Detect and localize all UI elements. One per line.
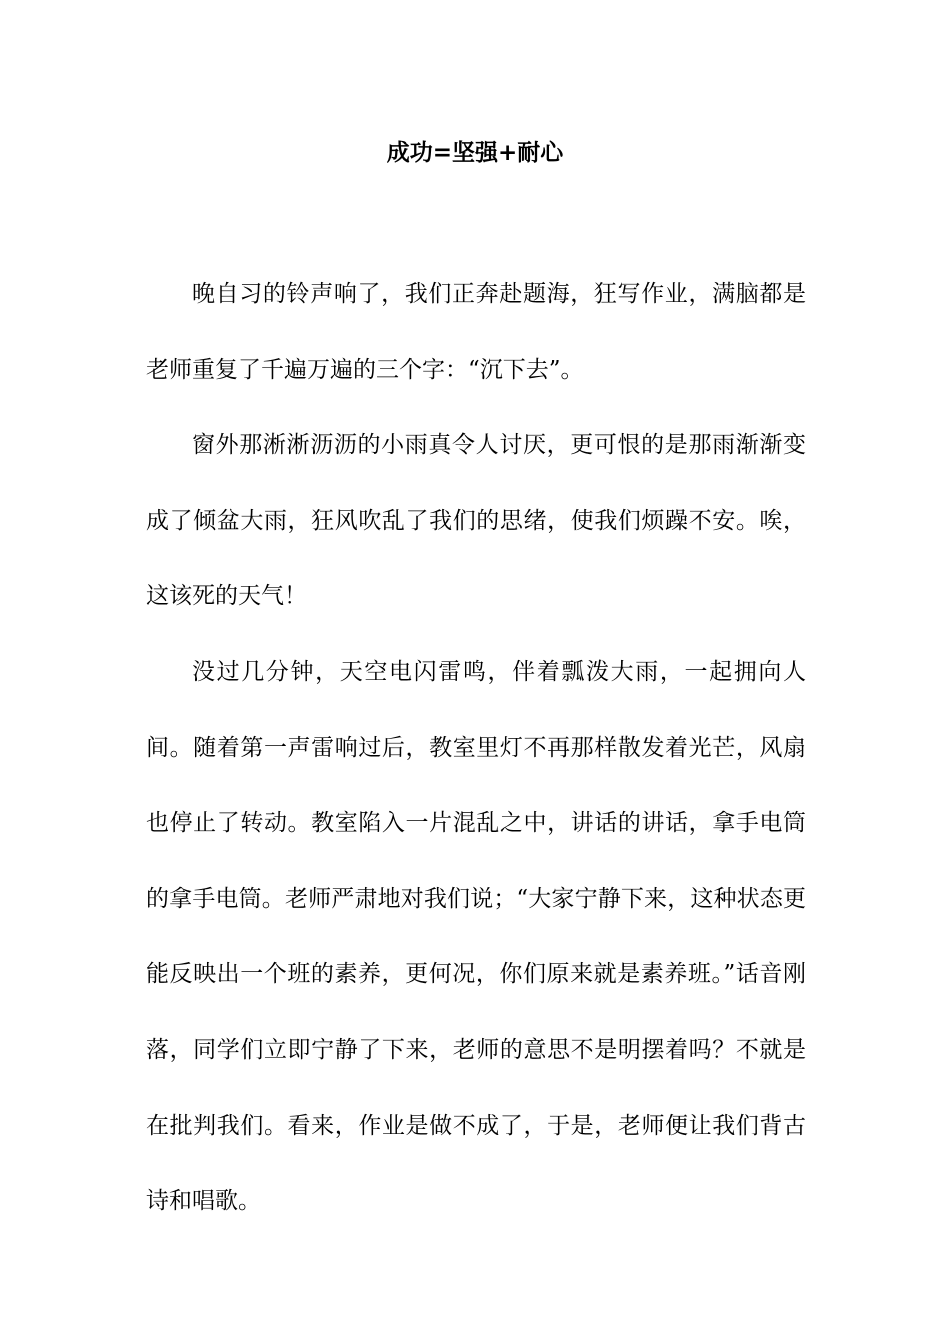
paragraph-2: 窗外那淅淅沥沥的小雨真令人讨厌，更可恨的是那雨渐渐变成了倾盆大雨，狂风吹乱了我们的思绪，使我们烦躁不安。唉，这该死的天气！ <box>146 432 806 610</box>
document-title: 成功=坚强+耐心 <box>386 140 564 166</box>
paragraph-1: 晚自习的铃声响了，我们正奔赴题海，狂写作业，满脑都是老师重复了千遍万遍的三个字：“沉下去”。 <box>146 281 806 383</box>
document-body <box>146 257 806 1240</box>
paragraph-3: 没过几分钟，天空电闪雷鸣，伴着瓢泼大雨，一起拥向人间。随着第一声雷响过后，教室里灯不再那样散发着光芒，风扇也停止了转动。教室陷入一片混乱之中，讲话的讲话，拿手电筒的拿手电筒。老师严肃地对我们说；“大家宁静下来，这种状态更能反映出一个班的素养，更何况，你们原来就是素养班。”话音刚落，同学们立即宁静了下来，老师的意思不是明摆着吗？不就是在批判我们。看来，作业是做不成了，于是，老师便让我们背古诗和唱歌。 <box>146 658 806 1215</box>
